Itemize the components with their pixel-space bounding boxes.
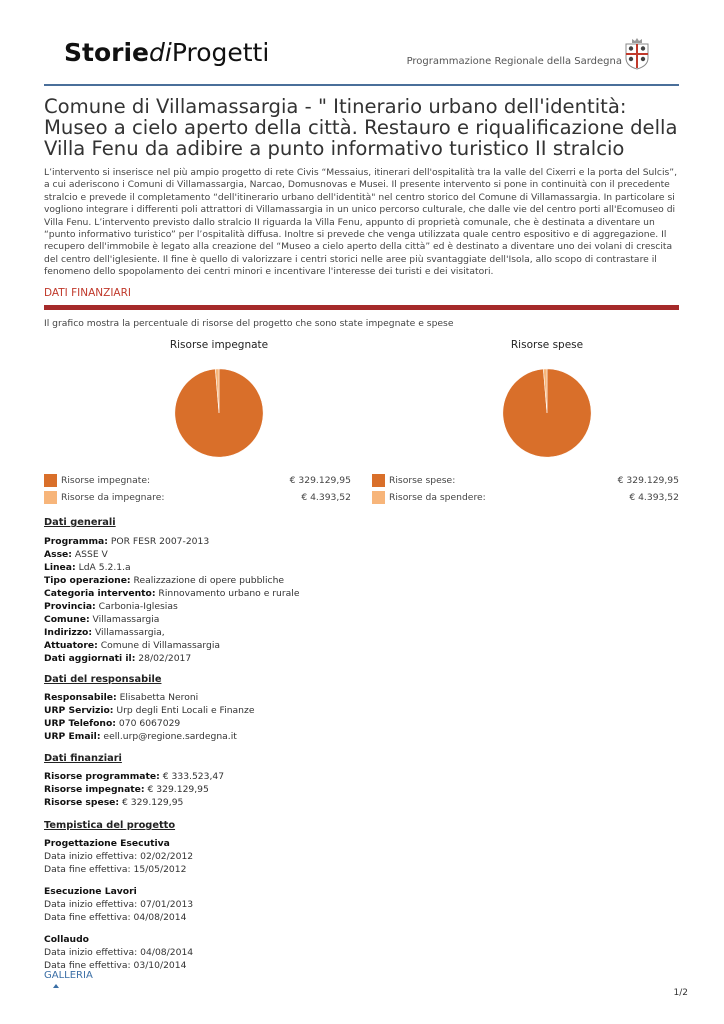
phase-start: Data inizio effettiva: 04/08/2014 (44, 947, 194, 958)
info-row: Dati aggiornati il: 28/02/2017 (44, 653, 192, 664)
legend-item-impegnate (44, 474, 351, 488)
info-row: Risorse impegnate: € 329.129,95 (44, 784, 209, 795)
legend-swatch (372, 491, 385, 504)
region-name: Programmazione Regionale della Sardegna (406, 56, 622, 67)
section-divider (44, 305, 679, 310)
legend-item-da-impegnare (44, 491, 351, 505)
info-row: Risorse programmate: € 333.523,47 (44, 771, 225, 782)
legend-label: Risorse da spendere: (389, 492, 486, 503)
legend-value: € 4.393,52 (301, 492, 351, 503)
info-row: Comune: Villamassargia (44, 614, 160, 625)
legend-value: € 4.393,52 (629, 492, 679, 503)
legend-swatch (44, 491, 57, 504)
legend-label: Risorse spese: (389, 475, 456, 486)
phase-start: Data inizio effettiva: 07/01/2013 (44, 899, 194, 910)
pie-chart-spese (501, 367, 593, 459)
logo-bold: Storie (64, 38, 149, 67)
logo-italic: di (149, 38, 172, 67)
phase-name: Progettazione Esecutiva (44, 838, 170, 849)
phase-name: Esecuzione Lavori (44, 886, 137, 897)
page-title: Comune di Villamassargia - " Itinerario urbano dell'identità: Museo a cielo aperto della città. Restauro e riqualificazione della Villa Fenu da adibire a punto informativo turistico II stralcio (44, 95, 678, 160)
info-row: Categoria intervento: Rinnovamento urbano e rurale (44, 588, 300, 599)
info-row: Risorse spese: € 329.129,95 (44, 797, 184, 808)
info-row: Responsabile: Elisabetta Neroni (44, 692, 199, 703)
legend-value: € 329.129,95 (289, 475, 351, 486)
phase-end: Data fine effettiva: 15/05/2012 (44, 864, 187, 875)
section-heading-dati-generali: Dati generali (44, 517, 116, 528)
info-row: Provincia: Carbonia-Iglesias (44, 601, 178, 612)
project-description: L’intervento si inserisce nel più ampio progetto di rete Civis “Messaius, itinerari dell'ospitalità tra la valle del Cixerri e la porta del Sulcis”, a cui aderiscono i Comuni di Villamassargia, Narcao, Domusnovas e Musei. Il presente intervento si pone in continuità con il precedente stralcio e prevede il completamento “dell'itinerario urbano dell'identità" nel centro storico del Comune di Villamassargia. In particolare si vogliono integrare i differenti poli attrattori di Villamassargia in un unico percorso culturale, che dalle vie del centro porti all'Ecomuseo di Villa Fenu. L’intervento previsto dallo stralcio II riguarda la Villa Fenu, appunto di proprietà comunale, che è destinata a diventare un “punto informativo turistico” per l’ospitalità diffusa. Inoltre si prevede che venga utilizzata quale centro espositivo e di aggregazione. Il recupero dell'immobile è legato alla creazione del “Museo a cielo aperto della città” ed è destinato a diventare uno dei volani di crescita del centro dell'iglesiente. Il fine è quello di valorizzare i centri storici nelle aree più svantaggiate dell'Isola, allo scopo di contrastare il fenomeno dello spopolamento dei centri minori e incentivare l'interesse dei turisti e dei visitatori. (44, 167, 677, 278)
pie-chart-impegnate (173, 367, 265, 459)
sardinia-crest-icon (622, 36, 652, 70)
info-row: Asse: ASSE V (44, 549, 108, 560)
info-row: Attuatore: Comune di Villamassargia (44, 640, 220, 651)
phase-end: Data fine effettiva: 03/10/2014 (44, 960, 187, 971)
caret-up-icon (53, 984, 59, 988)
info-row: URP Telefono: 070 6067029 (44, 718, 181, 729)
section-heading-dati-responsabile: Dati del responsabile (44, 674, 162, 685)
phase-name: Collaudo (44, 934, 89, 945)
legend-label: Risorse da impegnare: (61, 492, 165, 503)
logo-rest: Progetti (171, 38, 270, 67)
galleria-link[interactable]: GALLERIA (44, 970, 93, 981)
legend-value: € 329.129,95 (617, 475, 679, 486)
pie-title-impegnate: Risorse impegnate (169, 339, 269, 351)
section-heading-tempistica: Tempistica del progetto (44, 820, 176, 831)
phase-end: Data fine effettiva: 04/08/2014 (44, 912, 187, 923)
chart-description: Il grafico mostra la percentuale di risorse del progetto che sono state impegnate e spese (44, 318, 454, 329)
legend-swatch (372, 474, 385, 487)
site-logo[interactable] (64, 38, 269, 67)
legend-item-da-spendere (372, 491, 679, 505)
info-row: Tipo operazione: Realizzazione di opere pubbliche (44, 575, 285, 586)
legend-label: Risorse impegnate: (61, 475, 151, 486)
dati-finanziari-title: DATI FINANZIARI (44, 287, 132, 299)
legend-item-spese (372, 474, 679, 488)
pie-title-spese: Risorse spese (510, 339, 584, 351)
info-row: URP Servizio: Urp degli Enti Locali e Finanze (44, 705, 255, 716)
info-row-email[interactable]: URP Email: eell.urp@regione.sardegna.it (44, 731, 237, 742)
phase-start: Data inizio effettiva: 02/02/2012 (44, 851, 194, 862)
legend-swatch (44, 474, 57, 487)
info-row: Indirizzo: Villamassargia, (44, 627, 165, 638)
header-divider (44, 84, 679, 86)
page-number: 1/2 (673, 988, 688, 998)
section-heading-dati-finanziari: Dati finanziari (44, 753, 122, 764)
info-row: Programma: POR FESR 2007-2013 (44, 536, 210, 547)
info-row: Linea: LdA 5.2.1.a (44, 562, 131, 573)
